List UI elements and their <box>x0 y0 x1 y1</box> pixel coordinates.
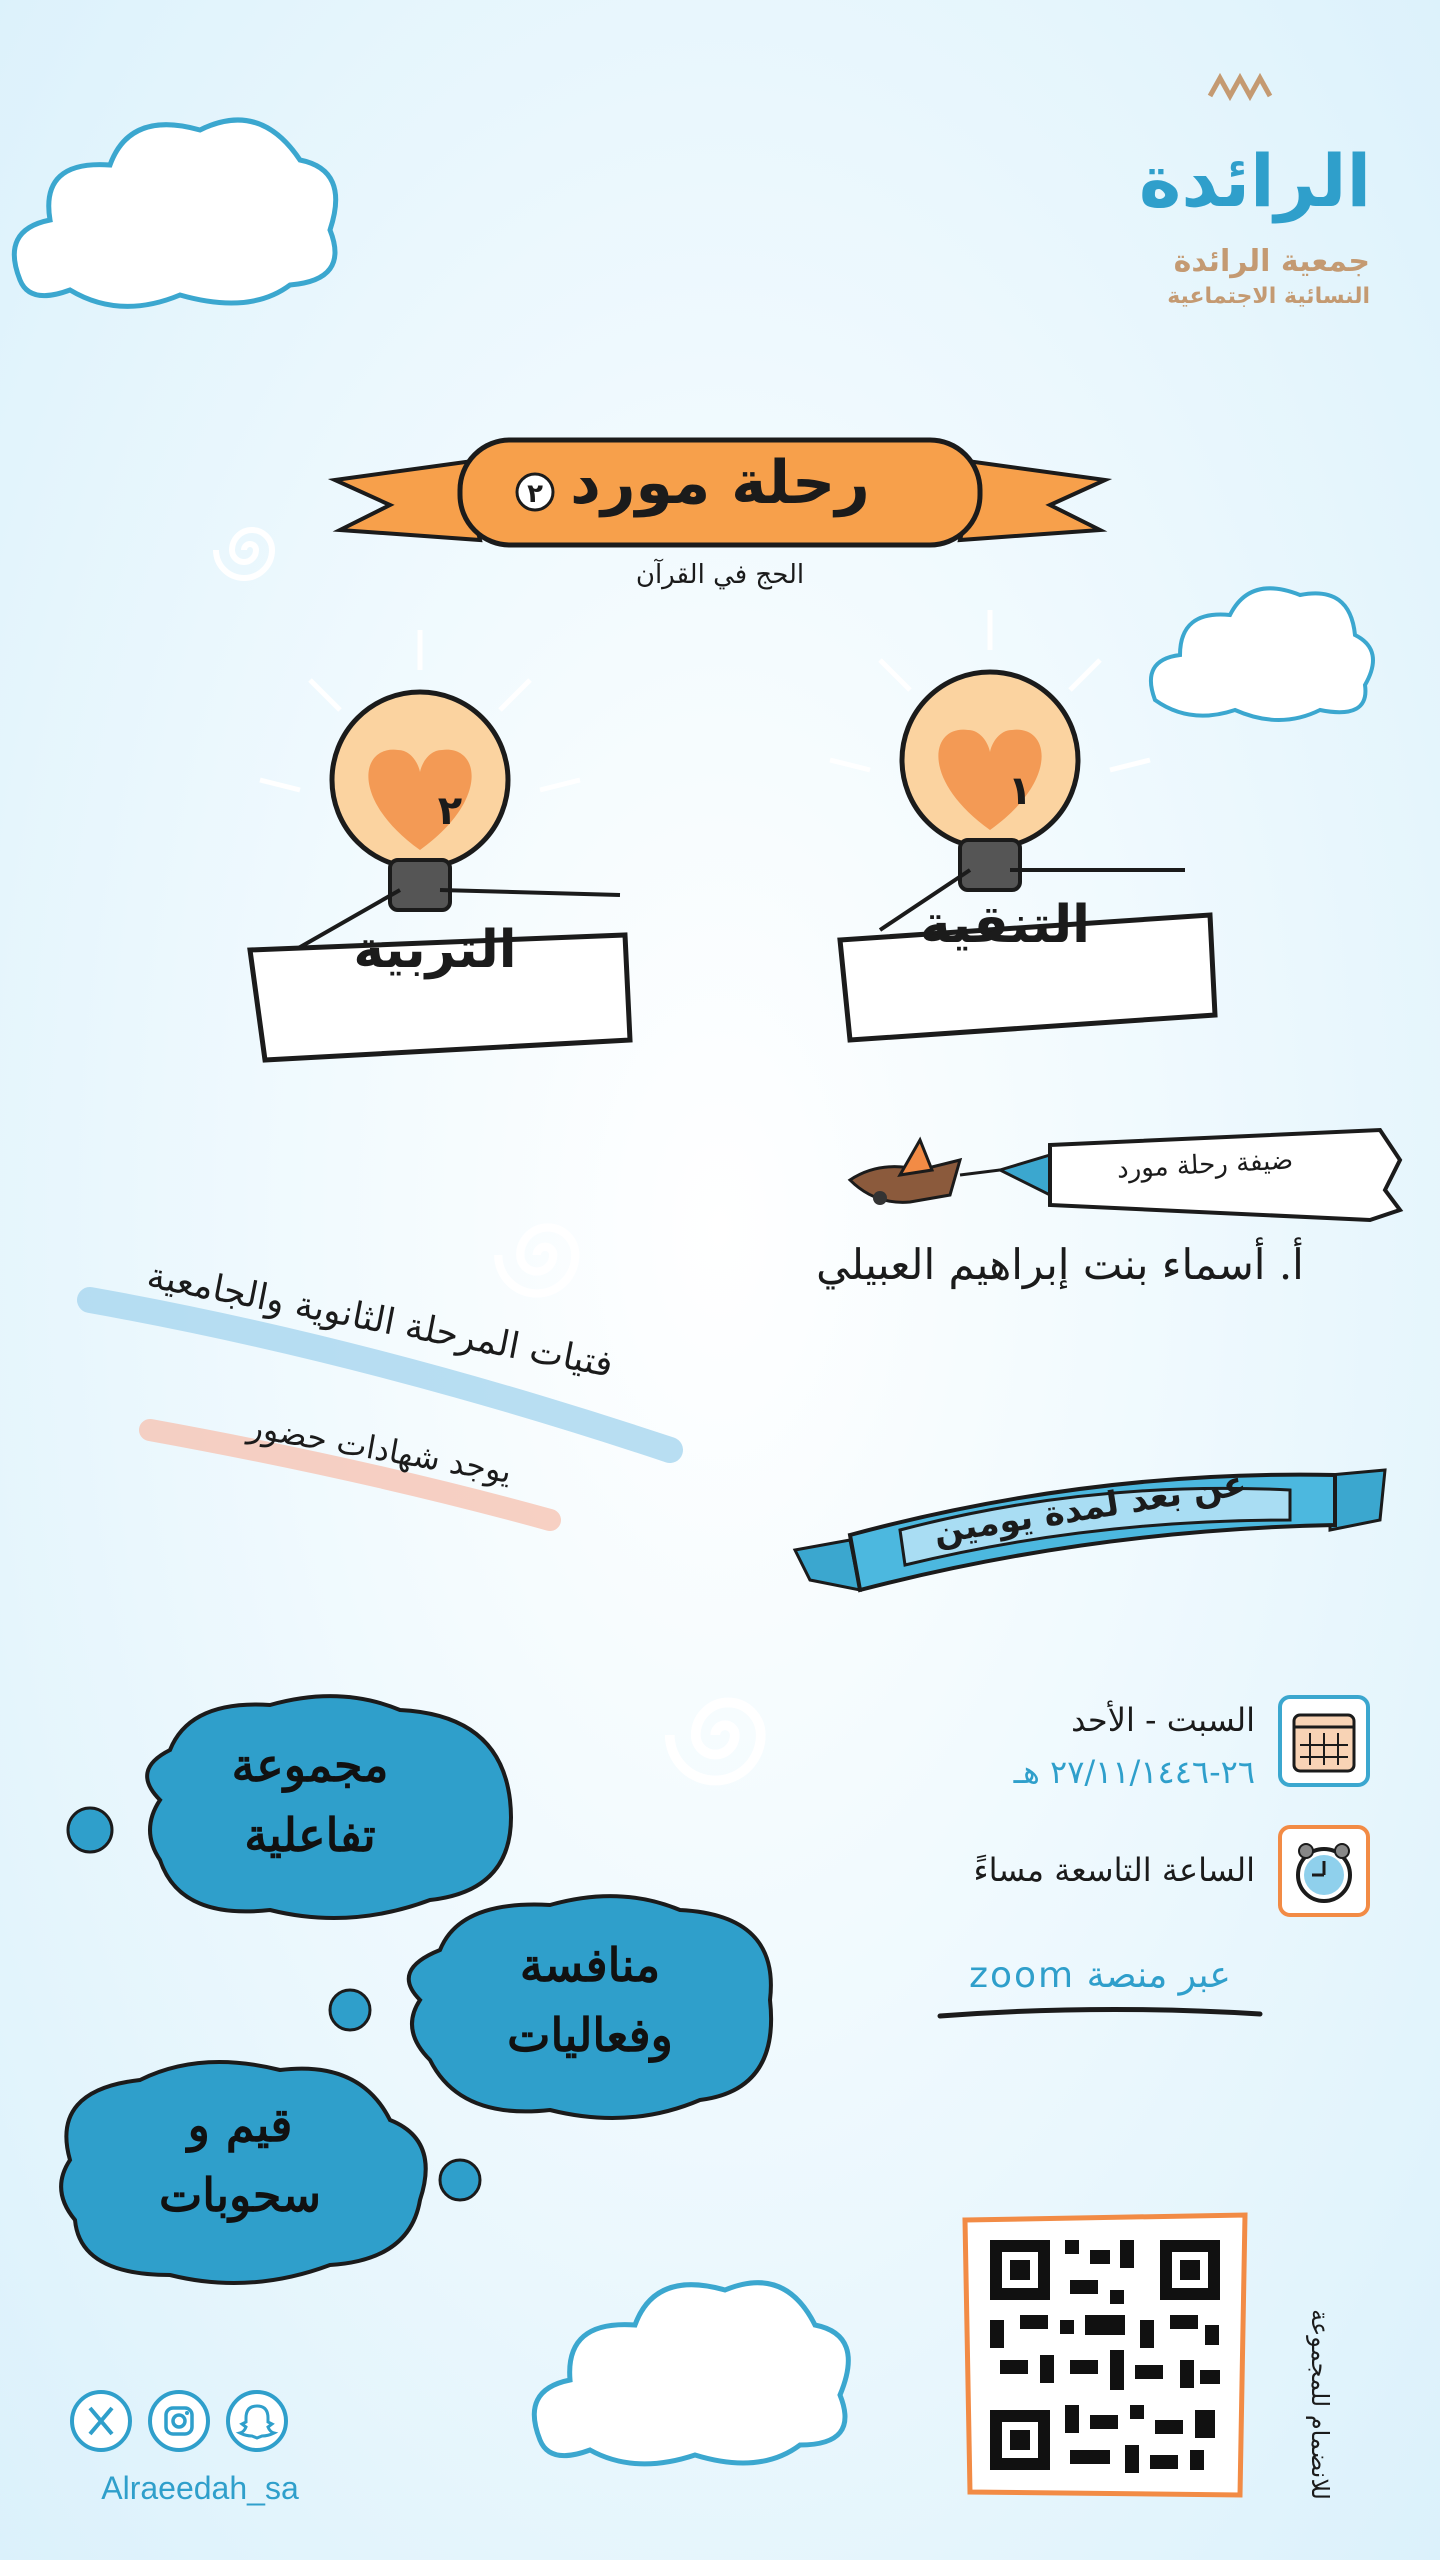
cloud-bottom <box>520 2240 860 2470</box>
page-subtitle: الحج في القرآن <box>635 560 805 590</box>
topic-number: ٢ <box>437 788 463 834</box>
feature-text: منافسة وفعاليات <box>507 1938 673 2062</box>
calendar-icon <box>1278 1695 1370 1787</box>
cloud-top-left <box>0 80 360 310</box>
guest-banner-label: ضيفة رحلة مورد <box>1116 1145 1294 1185</box>
qr-code[interactable] <box>960 2210 1250 2500</box>
instagram-icon[interactable] <box>148 2390 210 2452</box>
social-handle[interactable]: Alraeedah_sa <box>101 2470 299 2506</box>
event-date: ٢٦-٢٧/١١/١٤٤٦ هـ <box>1013 1753 1255 1791</box>
date-info <box>750 1695 1370 1795</box>
alarm-clock-icon <box>1278 1825 1370 1917</box>
event-time: الساعة التاسعة مساءً <box>973 1851 1255 1889</box>
organization-logo <box>1050 56 1370 316</box>
social-links <box>70 2390 330 2530</box>
feature-text: قيم و سحوبات <box>158 2098 322 2222</box>
topic-number: ١ <box>1007 768 1033 814</box>
logo-mark <box>1138 56 1372 236</box>
title-badge: ٢ <box>527 479 543 509</box>
title-banner <box>330 420 1110 570</box>
event-days: السبت - الأحد <box>1071 1701 1255 1739</box>
remote-banner <box>790 1450 1390 1600</box>
feature-text: مجموعة تفاعلية <box>231 1738 389 1862</box>
x-icon[interactable] <box>70 2390 132 2452</box>
topic-bulb-2 <box>220 650 640 1210</box>
organization-name: جمعية الرائدة <box>1173 244 1370 279</box>
time-info <box>750 1825 1370 1925</box>
topic-label: التربية <box>353 920 517 980</box>
organization-subname: النسائية الاجتماعية <box>1167 284 1370 309</box>
remote-banner-label: عن بعد لمدة يومين <box>930 1463 1250 1553</box>
certificates-note: يوجد شهادات حضور <box>245 1407 515 1491</box>
topic-bulb-1 <box>810 630 1230 1190</box>
qr-join-label: للانضمام للمجموعة <box>1306 2309 1334 2500</box>
audience-info <box>70 1255 690 1560</box>
platform-info <box>860 1955 1340 2035</box>
guest-banner <box>840 1120 1420 1240</box>
snapchat-icon[interactable] <box>226 2390 288 2452</box>
guest-name: أ. أسماء بنت إبراهيم العبيلي <box>816 1240 1304 1289</box>
audience-target: فتيات المرحلة الثانوية والجامعية <box>143 1255 617 1386</box>
platform-label: عبر منصة zoom <box>969 1955 1231 1996</box>
swirl-decoration <box>210 510 290 590</box>
feature-cloud-3 <box>50 2050 470 2290</box>
topic-label: التنقية <box>920 895 1090 955</box>
logo-lettering: الرائدة <box>1138 139 1372 223</box>
page-title: رحلة مورد <box>570 448 870 518</box>
